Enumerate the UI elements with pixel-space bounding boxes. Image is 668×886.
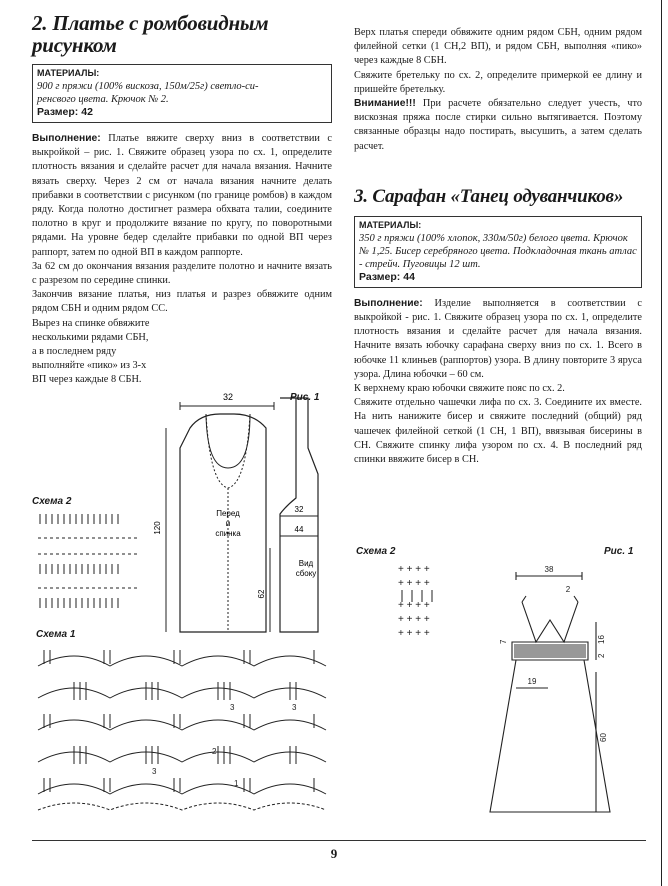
side-label-1: Вид	[298, 559, 314, 568]
svg-text:1: 1	[234, 779, 239, 788]
right-materials-heading: МАТЕРИАЛЫ:	[359, 219, 422, 230]
materials-heading: МАТЕРИАЛЫ:	[37, 68, 100, 78]
page-number: 9	[330, 846, 338, 861]
svg-text:2: 2	[212, 747, 217, 756]
left-title-line2: рисунком	[32, 33, 117, 57]
left-paragraph-1	[32, 132, 332, 260]
dim-belt: 2	[597, 653, 606, 658]
left-paragraph-2: За 62 см до окончания вязания разделите полотно и начните вязать с разрезом по середине спинки.	[32, 260, 332, 287]
left-paragraph-3: Закончив вязание платья, низ платья и разрез обвяжите одним рядом СБН и одним рядом СС.	[32, 289, 332, 315]
front-label-2: и	[225, 519, 231, 528]
dim-bodice: 16	[597, 635, 606, 644]
left-title-line1: 2. Платье с ромбовидным	[32, 11, 269, 35]
right-paragraph-4	[354, 297, 642, 382]
left-scheme2	[36, 512, 146, 616]
attention-lead: Внимание!!!	[354, 98, 416, 110]
dim-seven: 7	[499, 639, 508, 644]
dim-lower: 62	[257, 589, 266, 599]
right-paragraph-3	[354, 97, 642, 154]
right-column	[354, 26, 642, 467]
svg-text:+ + + +: + + + +	[398, 564, 430, 575]
front-label-1: Перед	[216, 509, 240, 518]
right-p4-text: Изделие выполняется в соответствии с выкройкой - рис. 1. Свяжите образец узора по сх. 1, определите плотность вязания и сделайте расчет для начала вязания. Начните вязать юбочку сарафана сверху вниз по сх. 1. Всего в юбочке 11 клиньев (раппортов) узора. В длину повторите 3 яруса узора. Длина юбочки – 60 см.	[354, 297, 643, 380]
left-title	[32, 12, 332, 56]
right-p3-text: При расчете обязательно следует учесть, что вискозная пряжа после стирки сильно вытягивается. Поэтому связанные образцы надо постирать, высушить, а затем сделать расчет.	[354, 98, 642, 152]
right-exec-lead: Выполнение:	[354, 297, 423, 309]
right-materials-box	[354, 216, 642, 288]
left-fig-label: Рис. 1	[290, 392, 320, 403]
svg-text:+ + + +: + + + +	[398, 628, 430, 639]
page-edge-line	[661, 0, 662, 886]
right-size-label: Размер: 44	[359, 270, 415, 283]
svg-text:3: 3	[292, 703, 297, 712]
footer-rule	[32, 840, 646, 841]
right-scheme2-label: Схема 2	[356, 546, 396, 557]
size-label: Размер: 42	[37, 106, 93, 118]
svg-text:+ + + +: + + + +	[398, 600, 430, 611]
right-materials-text: 350 г пряжи (100% хлопок, 330м/50г) белого цвета. Крючок № 1,25. Бисер серебряного цвета. Подкладочная ткань атлас - стрейч. Пуговицы 12 шт.	[359, 232, 637, 270]
dim-side-44: 44	[294, 525, 304, 534]
svg-text:+ + + +: + + + +	[398, 578, 430, 589]
left-scheme2-label: Схема 2	[32, 496, 72, 507]
right-scheme2	[396, 560, 456, 640]
exec-lead: Выполнение:	[32, 133, 101, 144]
svg-text:3: 3	[152, 767, 157, 776]
dim-nineteen: 19	[527, 677, 537, 686]
left-scheme1	[34, 646, 334, 822]
right-sundress-pattern	[486, 562, 646, 832]
dim-skirt: 60	[599, 733, 608, 742]
left-p1-text: Платье вяжите сверху вниз в соответствии с выкройкой – рис. 1. Свяжите образец узора по сх. 1, определите плотность вязания и сделайте расчет для начала вязания. Начните вязать сверху. Через 2 см от начала вязания начните делать прибавки в соответствии с рисунком (по границе ромбов) в каждом ряду. Когда полотно достигнет размера обхвата талии, соедините полотно в круг и продолжите вязание по кругу, по поворотными рядами. На уровне бедер сделайте прибавки по одной ВП через раппорт, затем по одной ВП в каждом раппорте.	[32, 133, 333, 258]
right-paragraph-6: Свяжите отдельно чашечки лифа по сх. 3. Соедините их вместе. На нить нанижите бисер и свяжите последний (общий) ряд чашечек филейной сеткой (1 СН, 1 ВП), ввязывая бисерины в СН. Свяжите спинку лифа узором по сх. 4. В последний ряд спинки ввяжите бисер в СН.	[354, 397, 642, 466]
materials-line1: 900 г пряжи (100% вискоза, 150м/25г) светло-си-	[37, 81, 259, 92]
left-column	[32, 12, 332, 388]
dim-width: 32	[222, 392, 234, 402]
right-fig-label: Рис. 1	[604, 546, 634, 557]
right-paragraph-5: К верхнему краю юбочки свяжите пояс по сх. 2.	[354, 383, 565, 395]
dim-side-32: 32	[294, 505, 304, 514]
right-paragraph-2: Свяжите бретельку по сх. 2, определите примеркой ее длину и пришейте бретельку.	[354, 69, 642, 95]
right-title: 3. Сарафан «Танец одуванчиков»	[354, 185, 624, 207]
dim-strap: 2	[565, 585, 571, 594]
right-paragraph-1: Верх платья спереди обвяжите одним рядом СБН, одним рядом филейной сетки (1 СН,2 ВП), и рядом СБН, выполняя «пико» через каждые 8 СБН.	[354, 27, 642, 67]
left-dress-pattern	[153, 388, 340, 638]
svg-text:3: 3	[230, 703, 235, 712]
front-label-3: спинка	[215, 529, 241, 538]
dim-top: 38	[544, 565, 554, 574]
left-scheme1-label: Схема 1	[36, 629, 76, 640]
materials-line2: ренсвого цвета. Крючок № 2.	[37, 94, 169, 105]
left-paragraph-4: Вырез на спинке обвяжите несколькими рядами СБН, а в последнем ряду выполняйте «пико» из 3-х ВП через каждые 8 СБН.	[32, 317, 150, 386]
left-materials-box	[32, 64, 332, 123]
svg-text:+ + + +: + + + +	[398, 614, 430, 625]
side-label-2: сбоку	[295, 569, 317, 578]
dim-height: 120	[153, 521, 162, 535]
